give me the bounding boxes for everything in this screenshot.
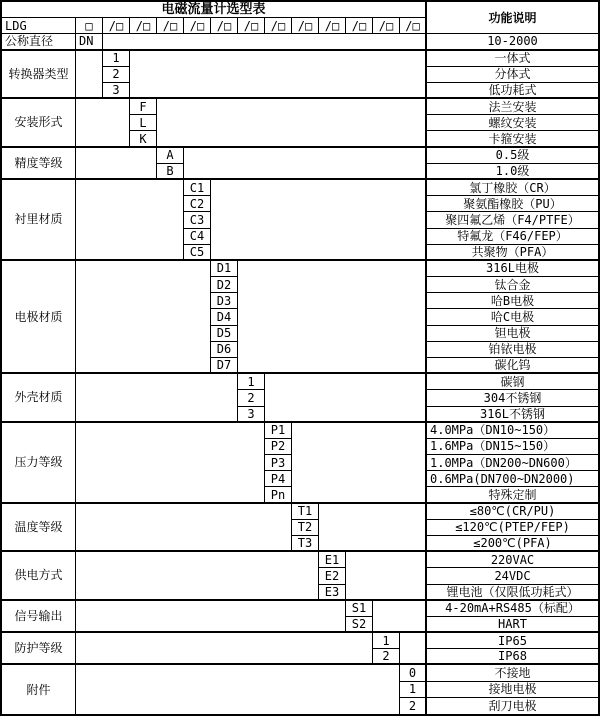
- section-label: 外壳材质: [2, 374, 76, 423]
- code-cell: D5: [211, 326, 238, 342]
- empty-cell: [76, 51, 103, 100]
- code-cell: 1: [238, 374, 265, 390]
- empty-cell: [400, 633, 427, 665]
- code-cell: P4: [265, 471, 292, 487]
- empty-cell: [76, 633, 373, 665]
- code-cell: D6: [211, 342, 238, 358]
- empty-cell: [238, 261, 427, 374]
- spec-desc-cell: 低功耗式: [427, 83, 598, 99]
- code-cell: 2: [400, 698, 427, 714]
- code-cell: 3: [238, 407, 265, 423]
- spec-desc-cell: 锂电池（仅限低功耗式）: [427, 585, 598, 601]
- code-cell: D7: [211, 358, 238, 374]
- code-cell: C5: [184, 245, 211, 261]
- code-cell: T3: [292, 536, 319, 552]
- code-cell: T2: [292, 520, 319, 536]
- model-code-slot: /□: [292, 18, 319, 34]
- spec-desc-cell: 316L电极: [427, 261, 598, 277]
- empty-cell: [76, 552, 319, 601]
- model-code-slot: /□: [238, 18, 265, 34]
- code-cell: 2: [103, 67, 130, 83]
- model-code-slot: /□: [157, 18, 184, 34]
- model-code-slot: /□: [373, 18, 400, 34]
- model-code-prefix: LDG: [2, 18, 76, 34]
- spec-desc-cell: 1.0级: [427, 164, 598, 180]
- spec-desc-cell: 螺纹安装: [427, 115, 598, 131]
- section-label: 供电方式: [2, 552, 76, 601]
- section-label: 防护等级: [2, 633, 76, 665]
- code-cell: L: [130, 115, 157, 131]
- empty-cell: [130, 51, 427, 100]
- code-cell: C3: [184, 212, 211, 228]
- model-code-slot: /□: [130, 18, 157, 34]
- code-cell: P1: [265, 423, 292, 439]
- empty-cell: [76, 180, 184, 261]
- spec-desc-cell: 10-2000: [427, 34, 598, 50]
- code-cell: B: [157, 164, 184, 180]
- empty-cell: [76, 423, 265, 504]
- spec-desc-cell: 哈C电极: [427, 309, 598, 325]
- section-label: 公称直径: [2, 34, 76, 50]
- spec-desc-cell: 220VAC: [427, 552, 598, 568]
- code-cell: D1: [211, 261, 238, 277]
- code-cell: 1: [373, 633, 400, 649]
- spec-desc-cell: 氯丁橡胶（CR）: [427, 180, 598, 196]
- empty-cell: [76, 261, 211, 374]
- empty-cell: [211, 180, 427, 261]
- empty-cell: [346, 552, 427, 601]
- code-cell: C1: [184, 180, 211, 196]
- function-description-header: 功能说明: [427, 2, 598, 34]
- spec-desc-cell: 特氟龙（F46/FEP）: [427, 229, 598, 245]
- spec-desc-cell: IP65: [427, 633, 598, 649]
- empty-cell: [373, 601, 427, 633]
- code-cell: Pn: [265, 487, 292, 503]
- section-label: 精度等级: [2, 148, 76, 180]
- model-code-slot: /□: [265, 18, 292, 34]
- spec-desc-cell: 24VDC: [427, 568, 598, 584]
- spec-desc-cell: 一体式: [427, 51, 598, 67]
- spec-desc-cell: 聚四氟乙烯（F4/PTFE）: [427, 212, 598, 228]
- spec-desc-cell: ≤200℃(PFA): [427, 536, 598, 552]
- model-code-slot: /□: [346, 18, 373, 34]
- spec-desc-cell: 钛合金: [427, 277, 598, 293]
- section-label: 电极材质: [2, 261, 76, 374]
- code-cell: K: [130, 131, 157, 147]
- spec-desc-cell: 304不锈钢: [427, 390, 598, 406]
- model-code-slot: /□: [184, 18, 211, 34]
- spec-desc-cell: 刮刀电极: [488, 698, 537, 713]
- model-code-box: □: [76, 18, 103, 34]
- section-label: 转换器类型: [2, 51, 76, 100]
- spec-desc-cell: 卡箍安装: [427, 131, 598, 147]
- table-title: 电磁流量计选型表: [2, 2, 427, 18]
- empty-cell: [76, 148, 157, 180]
- section-label: 附件: [2, 665, 76, 714]
- code-cell: D3: [211, 293, 238, 309]
- empty-cell: [157, 99, 427, 148]
- spec-desc-cell: 0.6MPa(DN700~DN2000): [427, 471, 598, 487]
- code-cell: C2: [184, 196, 211, 212]
- spec-desc-cell: HART: [427, 617, 598, 633]
- spec-desc-cell: 钽电极: [427, 326, 598, 342]
- section-label: 信号输出: [2, 601, 76, 633]
- code-cell: P3: [265, 455, 292, 471]
- empty-cell: [292, 423, 427, 504]
- code-cell: T1: [292, 504, 319, 520]
- code-cell: 0: [400, 665, 427, 681]
- code-cell: D2: [211, 277, 238, 293]
- spec-desc-cell: ≤120℃(PTEP/FEP): [427, 520, 598, 536]
- empty-cell: [103, 34, 427, 50]
- model-code-slot: /□: [211, 18, 238, 34]
- spec-desc-cell: 316L不锈钢: [427, 407, 598, 423]
- spec-desc-cell: 接地电极: [427, 682, 598, 698]
- code-cell: P2: [265, 439, 292, 455]
- spec-desc-cell: 不接地: [427, 665, 598, 681]
- code-cell: 2: [238, 390, 265, 406]
- spec-desc-cell: 1.6MPa（DN15~150）: [427, 439, 598, 455]
- code-cell: S2: [346, 617, 373, 633]
- spec-desc-cell: 共聚物（PFA）: [427, 245, 598, 261]
- empty-cell: [76, 374, 238, 423]
- spec-desc-cell: ≤80℃(CR/PU): [427, 504, 598, 520]
- model-code-slot: /□: [103, 18, 130, 34]
- spec-desc-cell: 碳钢: [427, 374, 598, 390]
- empty-cell: [76, 665, 400, 714]
- section-label: 安装形式: [2, 99, 76, 148]
- model-code-slot: /□: [319, 18, 346, 34]
- code-cell: 2: [373, 649, 400, 665]
- section-label: 温度等级: [2, 504, 76, 553]
- section-label: 压力等级: [2, 423, 76, 504]
- code-cell: DN: [76, 34, 103, 50]
- spec-desc-cell: 铂铱电极: [427, 342, 598, 358]
- spec-desc-cell: IP68: [427, 649, 598, 665]
- empty-cell: [76, 99, 130, 148]
- code-cell: E3: [319, 585, 346, 601]
- section-label: 衬里材质: [2, 180, 76, 261]
- empty-cell: [76, 601, 346, 633]
- spec-desc-cell: 聚氨酯橡胶（PU）: [427, 196, 598, 212]
- code-cell: E1: [319, 552, 346, 568]
- empty-cell: [265, 374, 427, 423]
- code-cell: D4: [211, 309, 238, 325]
- spec-desc-cell: 4.0MPa（DN10~150）: [427, 423, 598, 439]
- spec-desc-cell: 1.0MPa（DN200~DN600）: [427, 455, 598, 471]
- spec-desc-cell: 0.5级: [427, 148, 598, 164]
- spec-desc-cell: 特殊定制: [427, 487, 598, 503]
- spec-desc-cell: 4-20mA+RS485（标配）: [427, 601, 598, 617]
- empty-cell: [184, 148, 427, 180]
- code-cell: A: [157, 148, 184, 164]
- code-cell: 1: [400, 682, 427, 698]
- empty-cell: [76, 504, 292, 553]
- code-cell: S1: [346, 601, 373, 617]
- empty-cell: [319, 504, 427, 553]
- code-cell: F: [130, 99, 157, 115]
- spec-desc-cell: 哈B电极: [427, 293, 598, 309]
- spec-desc-cell: 法兰安装: [427, 99, 598, 115]
- model-code-slot: /□: [400, 18, 427, 34]
- spec-desc-cell: 碳化钨: [427, 358, 598, 374]
- code-cell: 1: [103, 51, 130, 67]
- spec-desc-cell: 分体式: [427, 67, 598, 83]
- code-cell: C4: [184, 229, 211, 245]
- code-cell: E2: [319, 568, 346, 584]
- code-cell: 3: [103, 83, 130, 99]
